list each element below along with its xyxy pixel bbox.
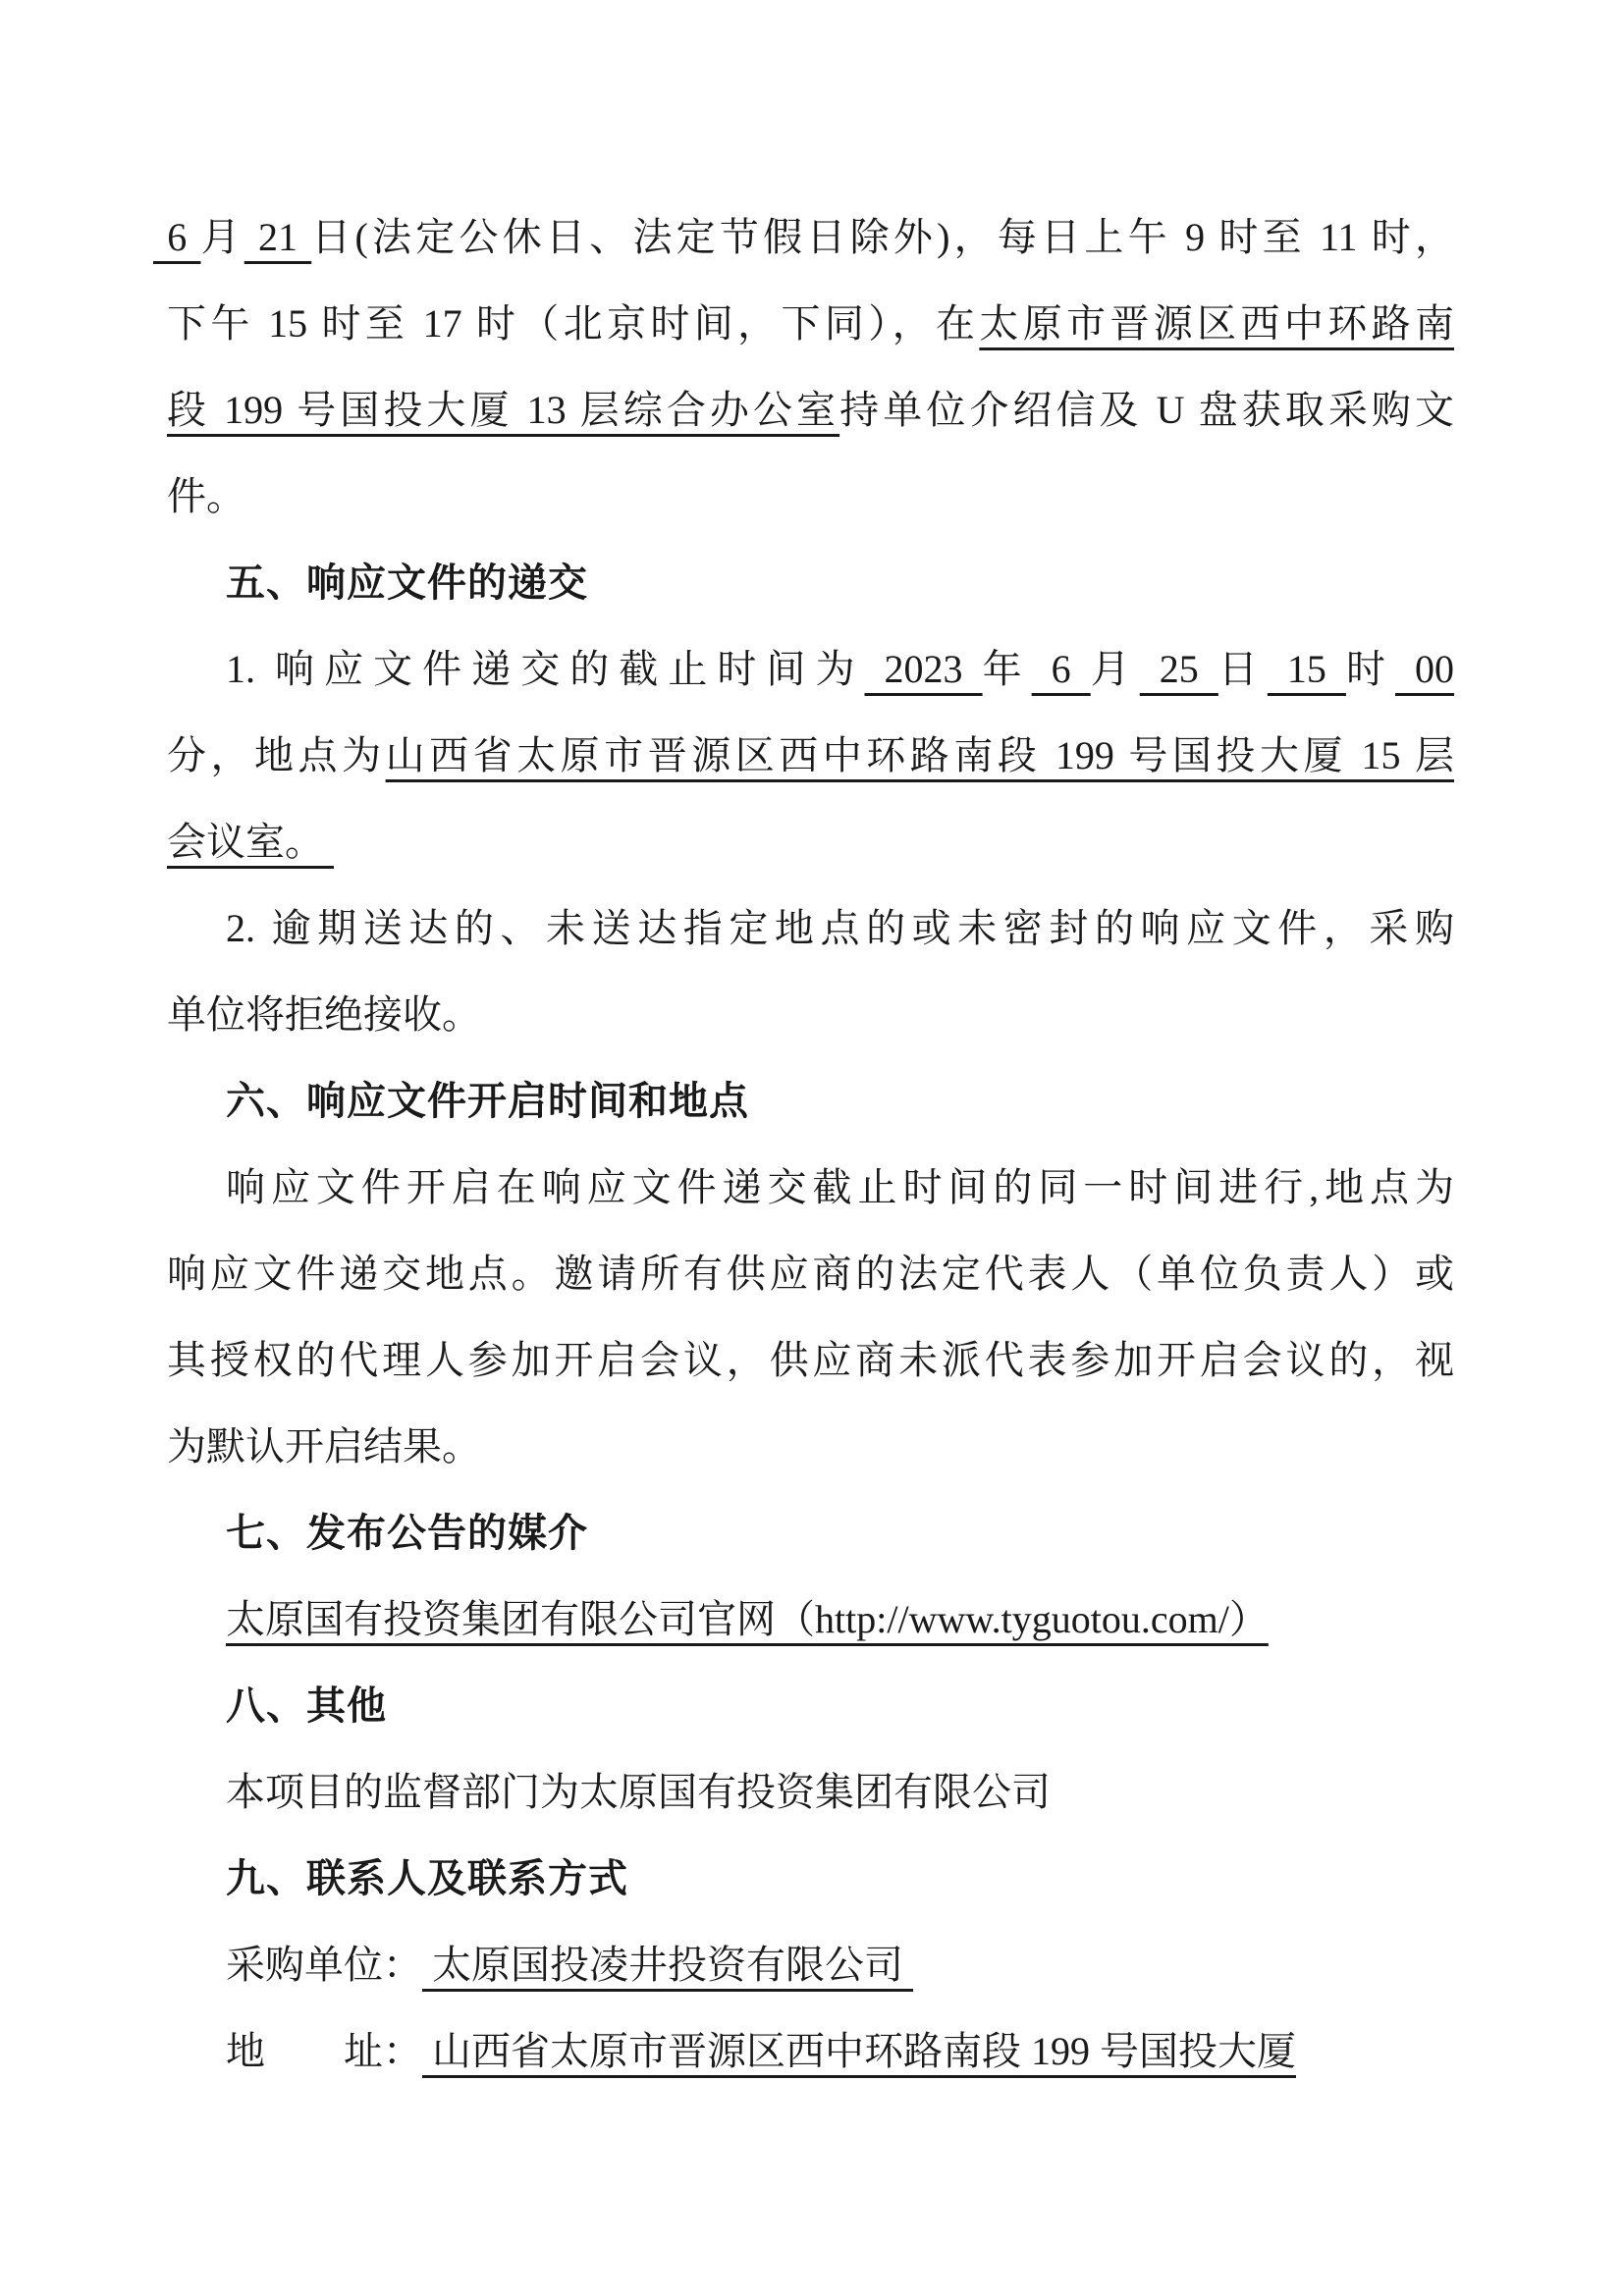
underlined-value: 会议室。 (167, 820, 334, 864)
text-line (167, 626, 1454, 713)
underlined-value: 6 (153, 215, 201, 259)
address-value: 山西省太原市晋源区西中环路南段 199 号国投大厦 (422, 2029, 1296, 2073)
underlined-value: 山西省太原市晋源区西中环路南段 199 号国投大厦 15 层 (385, 733, 1455, 777)
underlined-value: 21 (243, 215, 312, 259)
text-segment: 响应文件递交地点。邀请所有供应商的法定代表人（单位负责人）或 (167, 1252, 1454, 1296)
field-label: 地 址： (226, 2029, 422, 2073)
heading-text: 五、响应文件的递交 (226, 561, 588, 605)
underlined-value: 2023 (864, 647, 983, 691)
underlined-value: 00 (1395, 647, 1455, 691)
text-line (167, 1749, 1454, 1836)
text-segment: 为默认开启结果。 (167, 1424, 481, 1468)
text-segment: 单位将拒绝接收。 (167, 992, 481, 1037)
text-segment: 月 (1090, 647, 1140, 691)
section-heading-9 (167, 1836, 1454, 1922)
heading-text: 六、响应文件开启时间和地点 (226, 1080, 749, 1123)
website-url-text: 太原国有投资集团有限公司官网（http://www.tyguotou.com/） (226, 1597, 1269, 1641)
text-segment: 月 (200, 215, 244, 259)
heading-text: 七、发布公告的媒介 (226, 1512, 588, 1555)
heading-text: 九、联系人及联系方式 (226, 1857, 628, 1900)
text-line (167, 281, 1454, 367)
text-line (167, 1231, 1454, 1317)
text-line (153, 194, 1455, 281)
text-line (167, 367, 1454, 454)
underlined-value: 25 (1139, 647, 1218, 691)
text-segment: 年 (982, 647, 1032, 691)
text-line (167, 1576, 1454, 1663)
text-segment: 下午 15 时至 17 时（北京时间，下同），在 (167, 301, 980, 346)
text-line (167, 972, 1454, 1058)
underlined-value: 15 (1267, 647, 1346, 691)
section-heading-6 (167, 1058, 1454, 1145)
underlined-value: 太原市晋源区西中环路南 (979, 301, 1455, 346)
text-line (167, 713, 1454, 799)
text-line (167, 1317, 1454, 1404)
text-segment: 1. 响应文件递交的截止时间为 (226, 647, 865, 691)
text-line (167, 2008, 1454, 2095)
section-heading-7 (167, 1490, 1454, 1576)
text-segment: 本项目的监督部门为太原国有投资集团有限公司 (226, 1770, 1051, 1814)
underlined-value: 6 (1031, 647, 1091, 691)
text-line (167, 799, 1454, 885)
text-line (167, 1145, 1454, 1231)
text-line (167, 885, 1454, 972)
text-line (167, 454, 1454, 540)
purchaser-name-value: 太原国投凌井投资有限公司 (422, 1943, 913, 1987)
text-segment: 持单位介绍信及 U 盘获取采购文 (839, 388, 1454, 432)
text-line (167, 1404, 1454, 1490)
text-segment: 响应文件开启在响应文件递交截止时间的同一时间进行,地点为 (226, 1165, 1454, 1209)
text-segment: 分，地点为 (167, 733, 386, 777)
text-segment: 2. 逾期送达的、未送达指定地点的或未密封的响应文件，采购 (226, 906, 1454, 950)
underlined-value: 段 199 号国投大厦 13 层综合办公室 (167, 388, 840, 432)
field-label: 采购单位： (226, 1943, 422, 1987)
heading-text: 八、其他 (226, 1684, 387, 1728)
text-segment: 其授权的代理人参加开启会议，供应商未派代表参加开启会议的，视 (167, 1338, 1454, 1382)
section-heading-5 (167, 540, 1454, 626)
section-heading-8 (167, 1663, 1454, 1749)
text-segment: 时 (1345, 647, 1395, 691)
text-segment: 日(法定公休日、法定节假日除外)，每日上午 9 时至 11 时， (311, 215, 1455, 259)
text-line (167, 1922, 1454, 2008)
text-segment: 日 (1217, 647, 1268, 691)
text-segment: 件。 (167, 474, 245, 518)
